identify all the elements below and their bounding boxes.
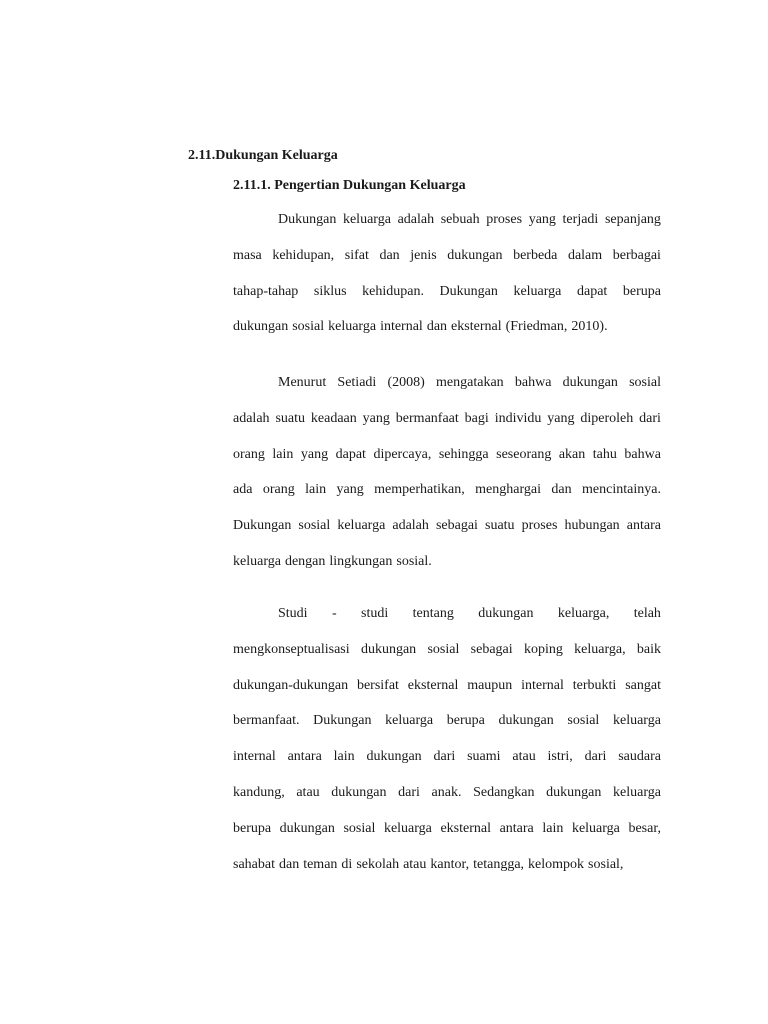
text-line: sahabat dan teman di sekolah atau kantor, tetangga, kelompok sosial, <box>233 856 624 872</box>
paragraph-2 <box>233 374 661 589</box>
subsection-heading: 2.11.1. Pengertian Dukungan Keluarga <box>233 178 466 193</box>
text-line: internal antara lain dukungan dari suami atau istri, dari saudara <box>233 749 661 765</box>
text-line: dukungan sosial keluarga internal dan eksternal (Friedman, 2010). <box>233 319 608 335</box>
text-line: kandung, atau dukungan dari anak. Sedangkan dukungan keluarga <box>233 784 661 800</box>
paragraph-3 <box>233 605 661 891</box>
text-line: Dukungan sosial keluarga adalah sebagai suatu proses hubungan antara <box>233 518 661 534</box>
text-line: orang lain yang dapat dipercaya, sehingga seseorang akan tahu bahwa <box>233 446 661 462</box>
text-line: mengkonseptualisasi dukungan sosial sebagai koping keluarga, baik <box>233 641 661 657</box>
text-line: dukungan-dukungan bersifat eksternal maupun internal terbukti sangat <box>233 677 661 693</box>
text-line: Studi - studi tentang dukungan keluarga, telah <box>278 606 661 621</box>
paragraph-1 <box>233 211 661 354</box>
text-line: Menurut Setiadi (2008) mengatakan bahwa dukungan sosial <box>278 375 661 390</box>
text-line: keluarga dengan lingkungan sosial. <box>233 553 432 569</box>
text-line: ada orang lain yang memperhatikan, menghargai dan mencintainya. <box>233 482 661 498</box>
text-line: Dukungan keluarga adalah sebuah proses yang terjadi sepanjang <box>278 212 661 227</box>
text-line: adalah suatu keadaan yang bermanfaat bagi individu yang diperoleh dari <box>233 410 661 426</box>
text-line: bermanfaat. Dukungan keluarga berupa dukungan sosial keluarga <box>233 713 661 729</box>
text-line: tahap-tahap siklus kehidupan. Dukungan keluarga dapat berupa <box>233 283 661 299</box>
text-line: masa kehidupan, sifat dan jenis dukungan berbeda dalam berbagai <box>233 247 661 263</box>
section-heading: 2.11.Dukungan Keluarga <box>188 148 338 163</box>
text-line: berupa dukungan sosial keluarga eksternal antara lain keluarga besar, <box>233 820 661 836</box>
